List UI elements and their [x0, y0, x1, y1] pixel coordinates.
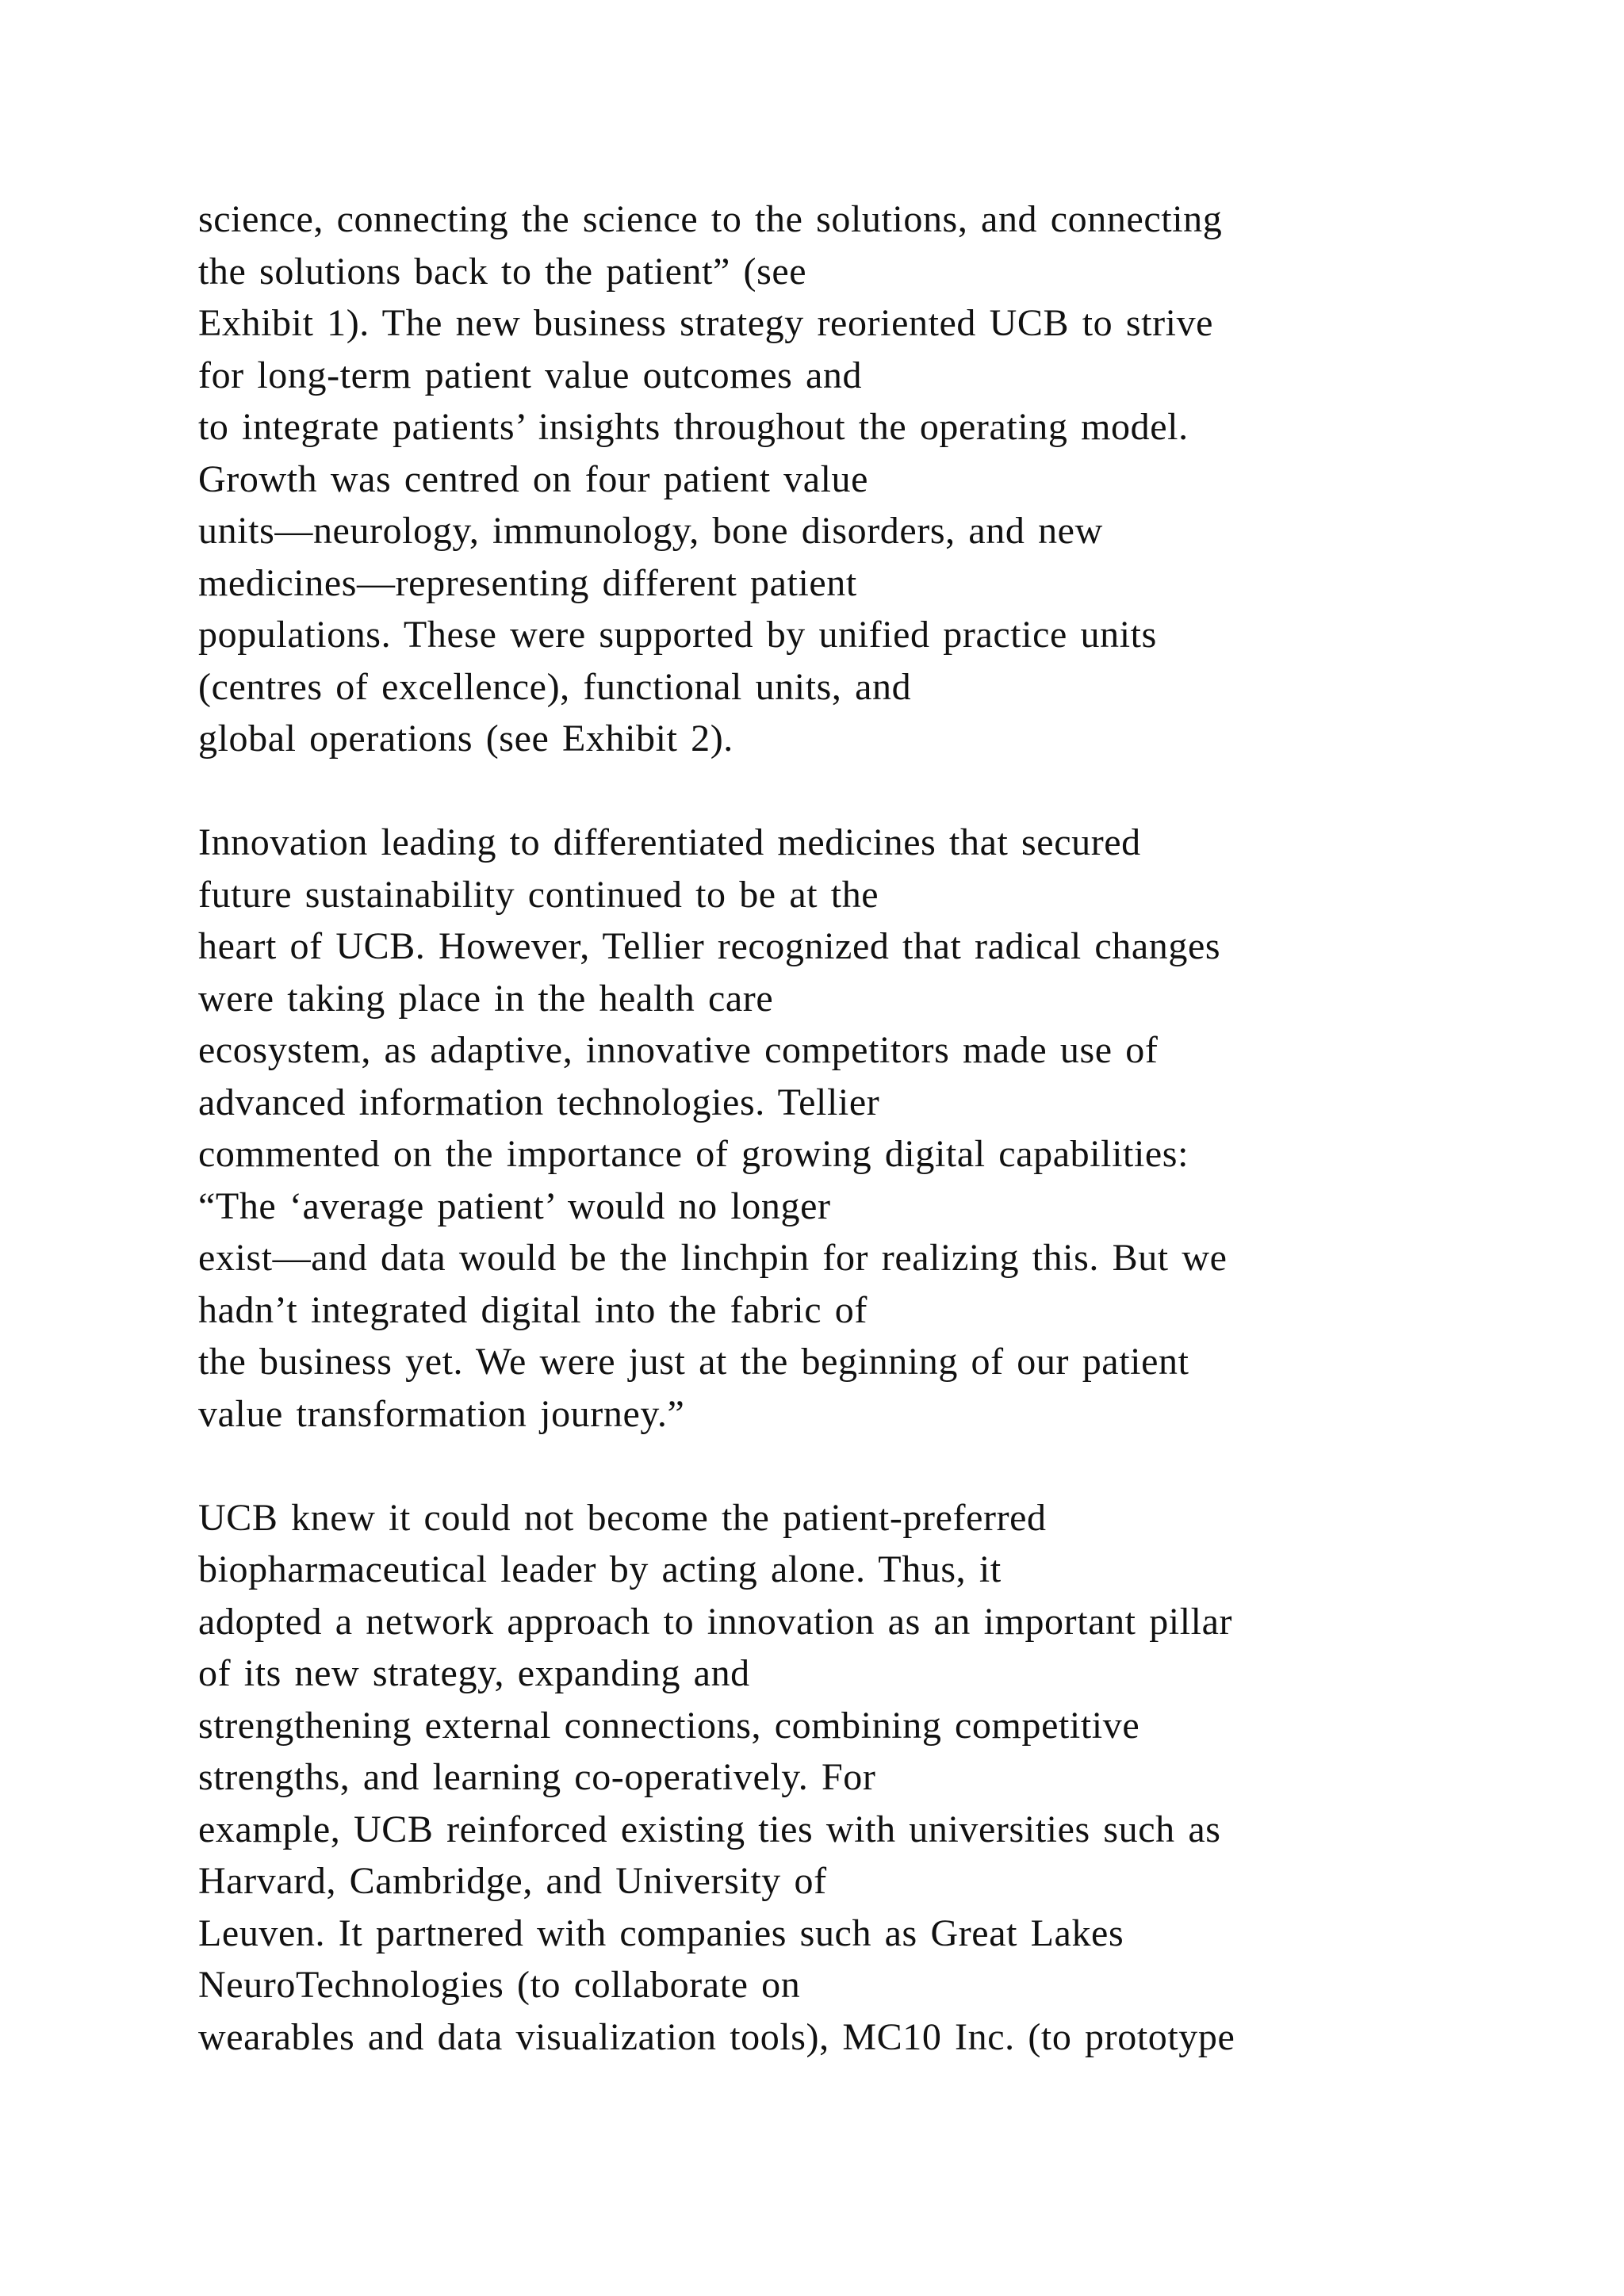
text-line: advanced information technologies. Tellier: [198, 1081, 880, 1123]
text-line: ecosystem, as adaptive, innovative competitors made use of: [198, 1029, 1159, 1071]
text-line: populations. These were supported by unified practice units: [198, 614, 1157, 656]
text-line: heart of UCB. However, Tellier recognized that radical changes: [198, 925, 1221, 967]
text-line: (centres of excellence), functional units, and: [198, 665, 912, 708]
document-page: [198, 193, 1435, 2063]
text-line: of its new strategy, expanding and: [198, 1652, 750, 1694]
text-line: were taking place in the health care: [198, 977, 774, 1020]
paragraph-3: [198, 1492, 1435, 2064]
text-line: strengthening external connections, combining competitive: [198, 1704, 1140, 1747]
text-line: science, connecting the science to the solutions, and connecting: [198, 198, 1223, 240]
text-line: “The ‘average patient’ would no longer: [198, 1184, 831, 1227]
text-line: to integrate patients’ insights throughout the operating model.: [198, 406, 1189, 448]
paragraph-2: [198, 817, 1435, 1440]
text-line: value transformation journey.”: [198, 1392, 685, 1435]
text-line: the business yet. We were just at the beginning of our patient: [198, 1341, 1189, 1383]
text-line: adopted a network approach to innovation as an important pillar: [198, 1600, 1233, 1643]
text-line: Harvard, Cambridge, and University of: [198, 1860, 827, 1902]
text-line: Growth was centred on four patient value: [198, 457, 869, 500]
text-line: strengths, and learning co-operatively. For: [198, 1756, 876, 1798]
text-line: the solutions back to the patient” (see: [198, 250, 807, 293]
text-line: wearables and data visualization tools), MC10 Inc. (to prototype: [198, 2015, 1235, 2058]
text-line: biopharmaceutical leader by acting alone. Thus, it: [198, 1548, 1002, 1590]
text-line: for long-term patient value outcomes and: [198, 354, 863, 396]
paragraph-spacer: [198, 1440, 1435, 1492]
text-line: hadn’t integrated digital into the fabric of: [198, 1288, 868, 1331]
text-line: commented on the importance of growing digital capabilities:: [198, 1133, 1189, 1175]
text-line: global operations (see Exhibit 2).: [198, 718, 733, 760]
text-line: example, UCB reinforced existing ties with universities such as: [198, 1808, 1221, 1850]
text-line: Exhibit 1). The new business strategy reoriented UCB to strive: [198, 302, 1214, 344]
text-line: NeuroTechnologies (to collaborate on: [198, 1964, 801, 2006]
text-line: Innovation leading to differentiated medicines that secured: [198, 821, 1141, 863]
text-line: Leuven. It partnered with companies such as Great Lakes: [198, 1911, 1124, 1954]
text-line: UCB knew it could not become the patient-preferred: [198, 1496, 1047, 1539]
text-line: units—neurology, immunology, bone disorders, and new: [198, 510, 1103, 552]
text-line: exist—and data would be the linchpin for realizing this. But we: [198, 1237, 1228, 1279]
text-line: future sustainability continued to be at the: [198, 873, 879, 916]
text-line: medicines—representing different patient: [198, 561, 857, 604]
paragraph-spacer: [198, 765, 1435, 817]
paragraph-1: [198, 193, 1435, 765]
